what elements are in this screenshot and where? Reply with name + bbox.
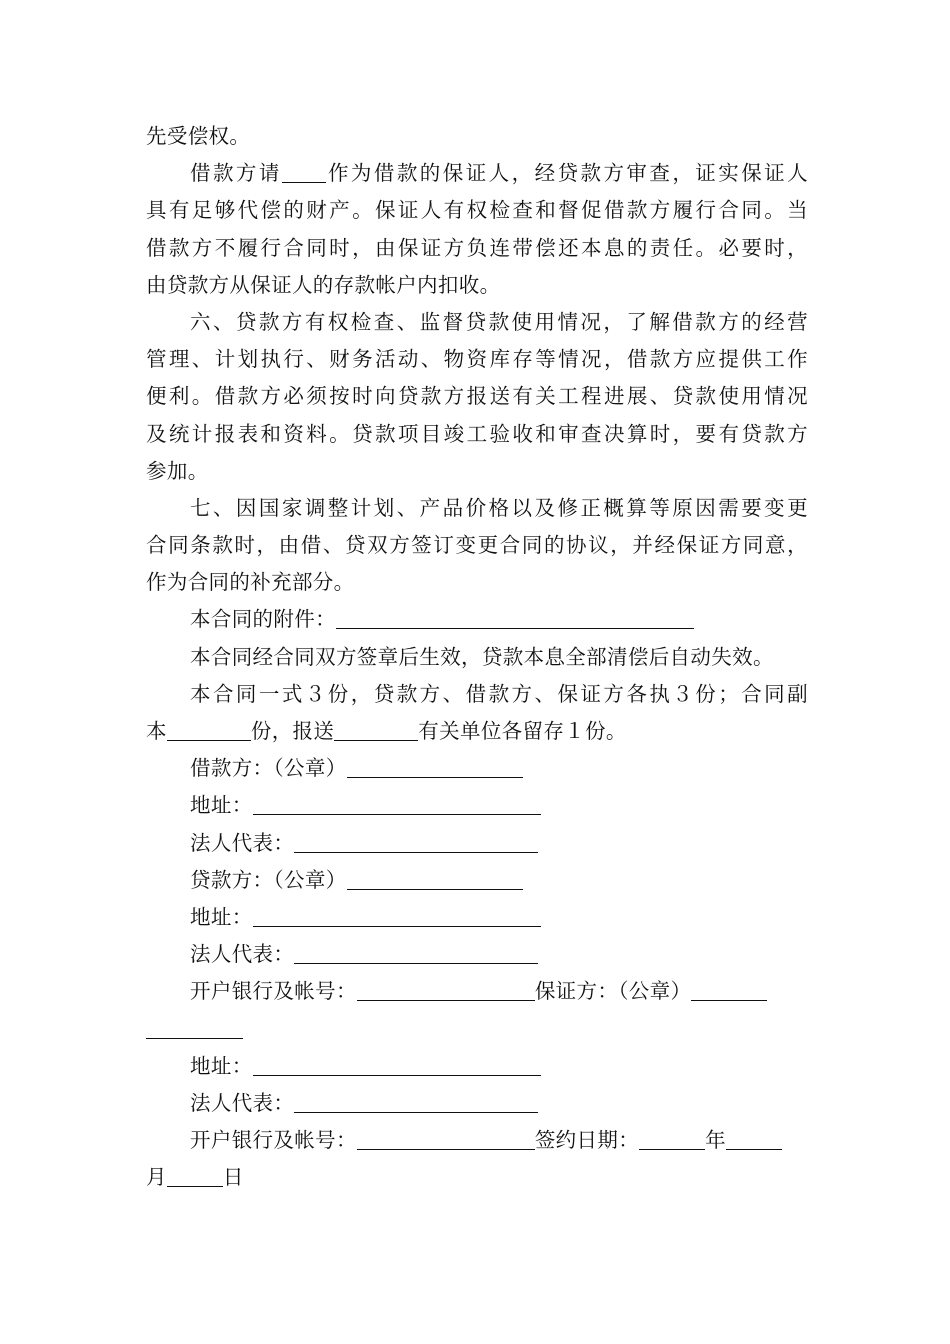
- blank-guarantor-seal-continued[interactable]: [146, 1013, 243, 1039]
- field-label: 开户银行及帐号：: [190, 1128, 357, 1153]
- line-text: 管理、计划执行、财务活动、物资库存等情况，借款方应提供工作: [146, 347, 808, 372]
- field-label: 开户银行及帐号：: [190, 979, 357, 1004]
- field-label: 法人代表：: [190, 942, 295, 967]
- line-text: 作为借款的保证人，经贷款方审查，证实保证人: [325, 161, 808, 186]
- blank-lender-rep[interactable]: [294, 938, 538, 964]
- signature-guarantor-bank: [146, 1122, 808, 1159]
- field-label: 年: [705, 1128, 726, 1153]
- signature-lender-rep: [146, 936, 808, 973]
- field-label: 法人代表：: [190, 830, 295, 855]
- line-text: 本合同经合同双方签章后生效，贷款本息全部清偿后自动失效。: [190, 644, 774, 669]
- field-label: 月: [146, 1165, 167, 1190]
- blank-guarantor-bank[interactable]: [357, 1124, 535, 1150]
- blank-guarantor-rep[interactable]: [294, 1087, 538, 1113]
- signature-lender-address: [146, 899, 808, 936]
- blank-guarantor-address[interactable]: [253, 1050, 541, 1076]
- blank-borrower-rep[interactable]: [294, 827, 538, 853]
- blank-lender-address[interactable]: [253, 901, 541, 927]
- line-text: 六、贷款方有权检查、监督贷款使用情况，了解借款方的经营: [190, 309, 808, 334]
- text-line: [146, 192, 808, 229]
- blank-borrower-seal[interactable]: [347, 752, 523, 778]
- line-text: 借款方请: [190, 161, 282, 186]
- line-text: 本合同的附件：: [190, 607, 336, 632]
- line-text: 有关单位各留存１份。: [418, 719, 627, 743]
- blank-copies-count[interactable]: [167, 715, 251, 741]
- text-line: [146, 230, 808, 267]
- field-label: 法人代表：: [190, 1090, 295, 1115]
- blank-sign-month[interactable]: [726, 1124, 782, 1150]
- text-line: [146, 267, 808, 304]
- document-page: [146, 118, 808, 1196]
- line-text: 由贷款方从保证人的存款帐户内扣收。: [146, 272, 501, 297]
- signature-guarantor-address: [146, 1048, 808, 1085]
- line-text: 合同条款时，由借、贷双方签订变更合同的协议，并经保证方同意，: [146, 533, 808, 558]
- line-text: 便利。借款方必须按时向贷款方报送有关工程进展、贷款使用情况: [146, 384, 808, 409]
- line-text: 七、因国家调整计划、产品价格以及修正概算等原因需要变更: [190, 495, 808, 520]
- signature-guarantor-continued: [146, 1011, 808, 1048]
- text-line: [146, 118, 808, 155]
- blank-attachment[interactable]: [336, 603, 694, 629]
- line-text: 及统计报表和资料。贷款项目竣工验收和审查决算时，要有贷款方: [146, 421, 808, 446]
- text-line: [146, 341, 808, 378]
- text-line: [146, 453, 808, 490]
- line-text: 参加。: [146, 458, 209, 483]
- line-text: 本合同一式３份，贷款方、借款方、保证方各执３份；合同副: [190, 681, 808, 706]
- text-line: [146, 564, 808, 601]
- signature-borrower-rep: [146, 825, 808, 862]
- blank-report-to[interactable]: [334, 715, 418, 741]
- signature-lender: [146, 862, 808, 899]
- blank-guarantor-seal[interactable]: [691, 975, 767, 1001]
- blank-lender-seal[interactable]: [347, 864, 523, 890]
- guarantor-clause-line: [146, 155, 808, 192]
- copies-line: [146, 713, 808, 750]
- blank-guarantor-name[interactable]: [282, 157, 326, 183]
- blank-borrower-address[interactable]: [253, 789, 541, 815]
- text-line: [146, 304, 808, 341]
- blank-lender-bank[interactable]: [357, 975, 535, 1001]
- field-label: 签约日期：: [534, 1128, 640, 1153]
- line-text: 先受偿权。: [146, 124, 251, 148]
- text-line: [146, 676, 808, 713]
- field-label: 借款方：（公章）: [190, 756, 347, 781]
- field-label: 地址：: [190, 904, 253, 929]
- line-text: 本: [146, 719, 167, 743]
- signature-lender-bank: [146, 973, 808, 1010]
- text-line: [146, 527, 808, 564]
- line-text: 作为合同的补充部分。: [146, 570, 355, 595]
- signature-date-continued: [146, 1159, 808, 1196]
- line-text: 具有足够代偿的财产。保证人有权检查和督促借款方履行合同。当: [146, 198, 808, 223]
- field-label: 地址：: [190, 793, 253, 818]
- text-line: [146, 490, 808, 527]
- field-label: 地址：: [190, 1053, 253, 1078]
- text-line: [146, 639, 808, 676]
- field-label: 日: [222, 1165, 244, 1190]
- text-line: [146, 378, 808, 415]
- blank-sign-year[interactable]: [639, 1124, 705, 1150]
- text-line: [146, 416, 808, 453]
- blank-sign-day[interactable]: [167, 1161, 223, 1187]
- field-label: 贷款方：（公章）: [190, 867, 347, 892]
- field-label: 保证方：（公章）: [534, 979, 692, 1004]
- signature-guarantor-rep: [146, 1085, 808, 1122]
- signature-borrower: [146, 750, 808, 787]
- attachment-line: [146, 601, 808, 638]
- signature-borrower-address: [146, 787, 808, 824]
- line-text: 借款方不履行合同时，由保证方负连带偿还本息的责任。必要时，: [146, 235, 808, 260]
- line-text: 份，报送: [250, 719, 335, 743]
